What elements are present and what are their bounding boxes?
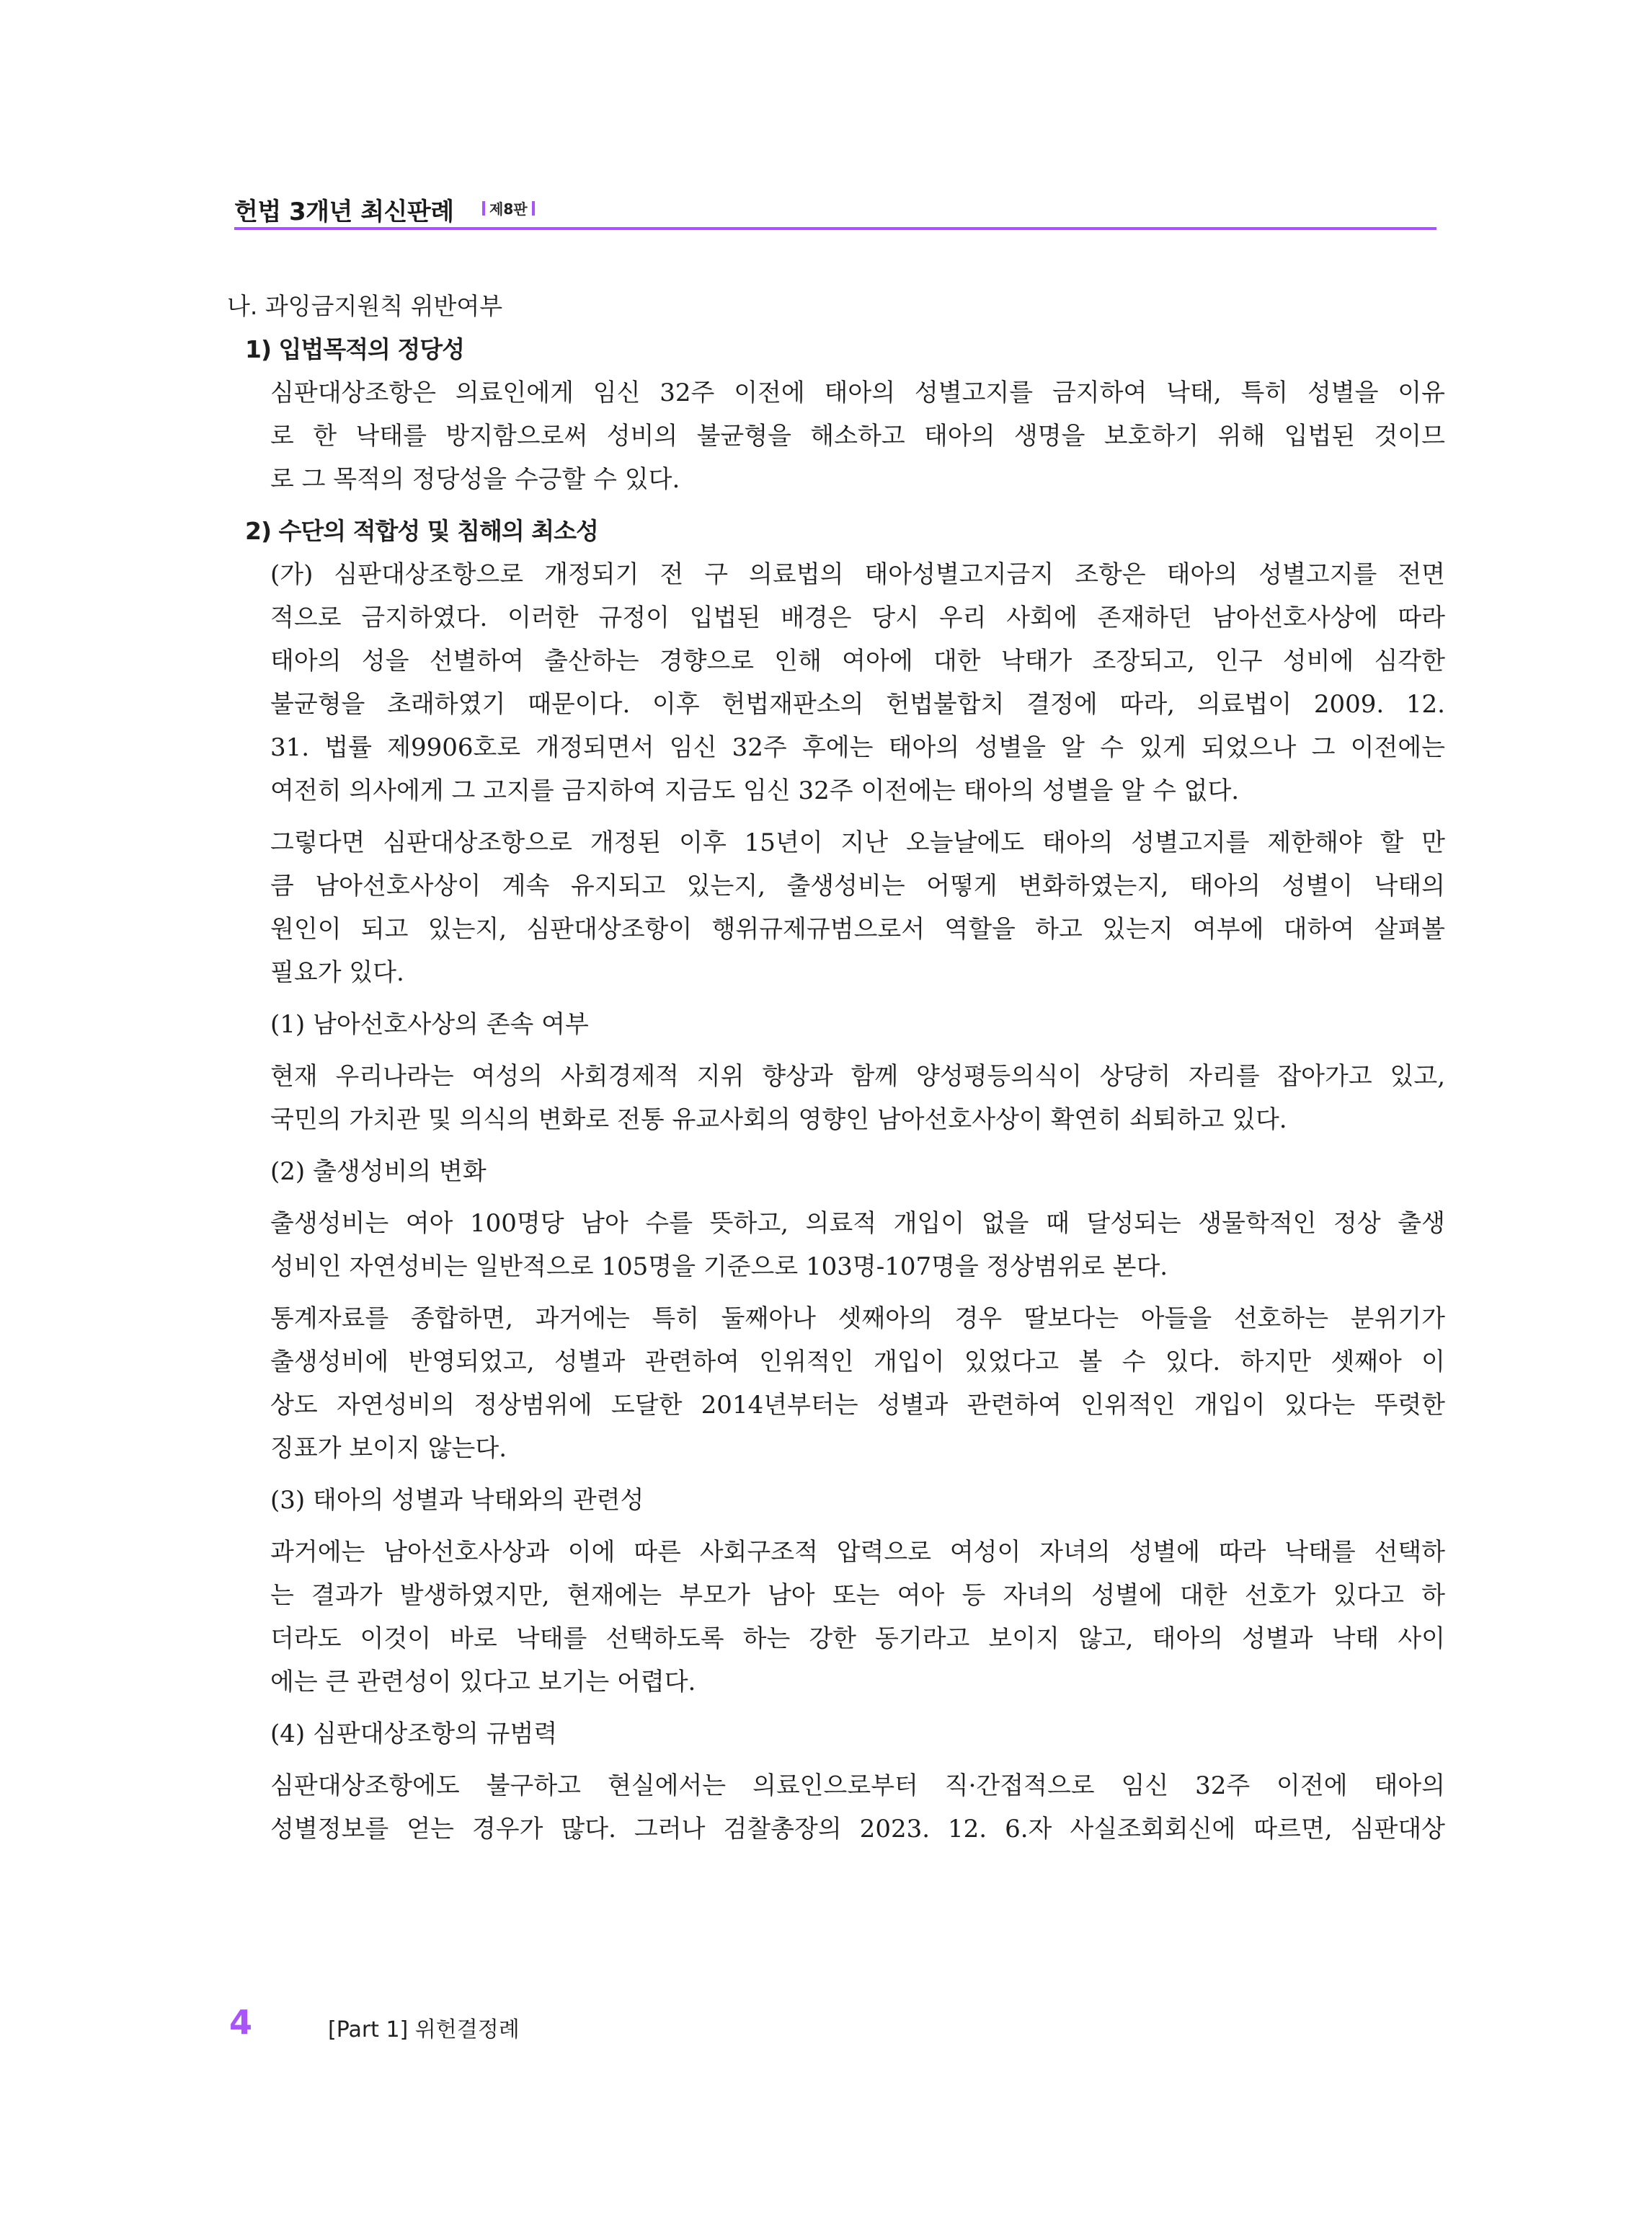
paragraph-line: 출생성비는 여아 100명당 남아 수를 뜻하고, 의료적 개입이 없을 때 달성되는 생물학적인 정상 출생: [270, 1209, 1445, 1238]
part-label: [Part 1] 위헌결정례: [328, 2017, 520, 2042]
paragraph-line: 큼 남아선호사상이 계속 유지되고 있는지, 출생성비는 어떻게 변화하였는지, 태아의 성별이 낙태의: [270, 872, 1445, 900]
edition-label: [478, 198, 539, 218]
paragraph-line: 불균형을 초래하였기 때문이다. 이후 헌법재판소의 헌법불합치 결정에 따라, 의료법이 2009. 12.: [270, 690, 1445, 719]
subsection-heading-2: 2) 수단의 적합성 및 침해의 최소성: [245, 517, 598, 545]
book-title: 헌법 3개년 최신판례: [234, 198, 454, 226]
paragraph-line: 통계자료를 종합하면, 과거에는 특히 둘째아나 셋째아의 경우 딸보다는 아들을 선호하는 분위기가: [270, 1304, 1445, 1333]
paragraph-line: 31. 법률 제9906호로 개정되면서 임신 32주 후에는 태아의 성별을 알 수 있게 되었으나 그 이전에는: [270, 733, 1445, 762]
paragraph-line: 로 그 목적의 정당성을 수긍할 수 있다.: [270, 465, 680, 494]
page-number: 4: [229, 2003, 253, 2042]
paragraph-line: 적으로 금지하였다. 이러한 규정이 입법된 배경은 당시 우리 사회에 존재하던 남아선호사상에 따라: [270, 603, 1445, 632]
item-heading-2: (2) 출생성비의 변화: [270, 1157, 487, 1186]
item-heading-3: (3) 태아의 성별과 낙태와의 관련성: [270, 1486, 644, 1515]
item-heading-1: (1) 남아선호사상의 존속 여부: [270, 1010, 589, 1039]
paragraph-line: 여전히 의사에게 그 고지를 금지하여 지금도 임신 32주 이전에는 태아의 성별을 알 수 없다.: [270, 776, 1240, 805]
paragraph-line: 국민의 가치관 및 의식의 변화로 전통 유교사회의 영향인 남아선호사상이 확연히 쇠퇴하고 있다.: [270, 1105, 1287, 1134]
paragraph-line: 징표가 보이지 않는다.: [270, 1434, 507, 1463]
paragraph-line: 상도 자연성비의 정상범위에 도달한 2014년부터는 성별과 관련하여 인위적인 개입이 있다는 뚜렷한: [270, 1391, 1445, 1420]
paragraph-line: 태아의 성을 선별하여 출산하는 경향으로 인해 여아에 대한 낙태가 조장되고, 인구 성비에 심각한: [270, 647, 1445, 676]
header-rule: [234, 227, 1436, 230]
subsection-heading-1: 1) 입법목적의 정당성: [245, 335, 465, 363]
paragraph-line: 는 결과가 발생하였지만, 현재에는 부모가 남아 또는 여아 등 자녀의 성별에 대한 선호가 있다고 하: [270, 1581, 1445, 1610]
paragraph-line: 원인이 되고 있는지, 심판대상조항이 행위규제규범으로서 역할을 하고 있는지 여부에 대하여 살펴볼: [270, 915, 1445, 944]
paragraph-line: 과거에는 남아선호사상과 이에 따른 사회구조적 압력으로 여성이 자녀의 성별에 따라 낙태를 선택하: [270, 1538, 1445, 1567]
paragraph-line: 성별정보를 얻는 경우가 많다. 그러나 검찰총장의 2023. 12. 6.자 사실조회회신에 따르면, 심판대상: [270, 1815, 1445, 1843]
paragraph-line: 필요가 있다.: [270, 958, 404, 987]
paragraph-line: 로 한 낙태를 방지함으로써 성비의 불균형을 해소하고 태아의 생명을 보호하기 위해 입법된 것이므: [270, 422, 1445, 451]
edition-bar-left: [482, 201, 485, 216]
edition-text: 제8판: [489, 200, 528, 218]
paragraph-line: 그렇다면 심판대상조항으로 개정된 이후 15년이 지난 오늘날에도 태아의 성별고지를 제한해야 할 만: [270, 828, 1445, 857]
paragraph-line: 더라도 이것이 바로 낙태를 선택하도록 하는 강한 동기라고 보이지 않고, 태아의 성별과 낙태 사이: [270, 1624, 1445, 1653]
page-body: [227, 285, 1445, 1851]
item-heading-4: (4) 심판대상조항의 규범력: [270, 1719, 558, 1748]
paragraph-line: 현재 우리나라는 여성의 사회경제적 지위 향상과 함께 양성평등의식이 상당히 자리를 잡아가고 있고,: [270, 1062, 1445, 1091]
section-heading: 나. 과잉금지원칙 위반여부: [227, 292, 503, 320]
paragraph-line: 성비인 자연성비는 일반적으로 105명을 기준으로 103명-107명을 정상범위로 본다.: [270, 1252, 1168, 1281]
paragraph-line: (가) 심판대상조항으로 개정되기 전 구 의료법의 태아성별고지금지 조항은 태아의 성별고지를 전면: [270, 560, 1445, 589]
paragraph-line: 심판대상조항은 의료인에게 임신 32주 이전에 태아의 성별고지를 금지하여 낙태, 특히 성별을 이유: [270, 379, 1445, 407]
paragraph-line: 출생성비에 반영되었고, 성별과 관련하여 인위적인 개입이 있었다고 볼 수 있다. 하지만 셋째아 이: [270, 1347, 1445, 1376]
paragraph-line: 심판대상조항에도 불구하고 현실에서는 의료인으로부터 직·간접적으로 임신 32주 이전에 태아의: [270, 1771, 1445, 1800]
paragraph-line: 에는 큰 관련성이 있다고 보기는 어렵다.: [270, 1668, 696, 1696]
running-header: [234, 189, 1436, 231]
edition-bar-right: [532, 201, 535, 216]
